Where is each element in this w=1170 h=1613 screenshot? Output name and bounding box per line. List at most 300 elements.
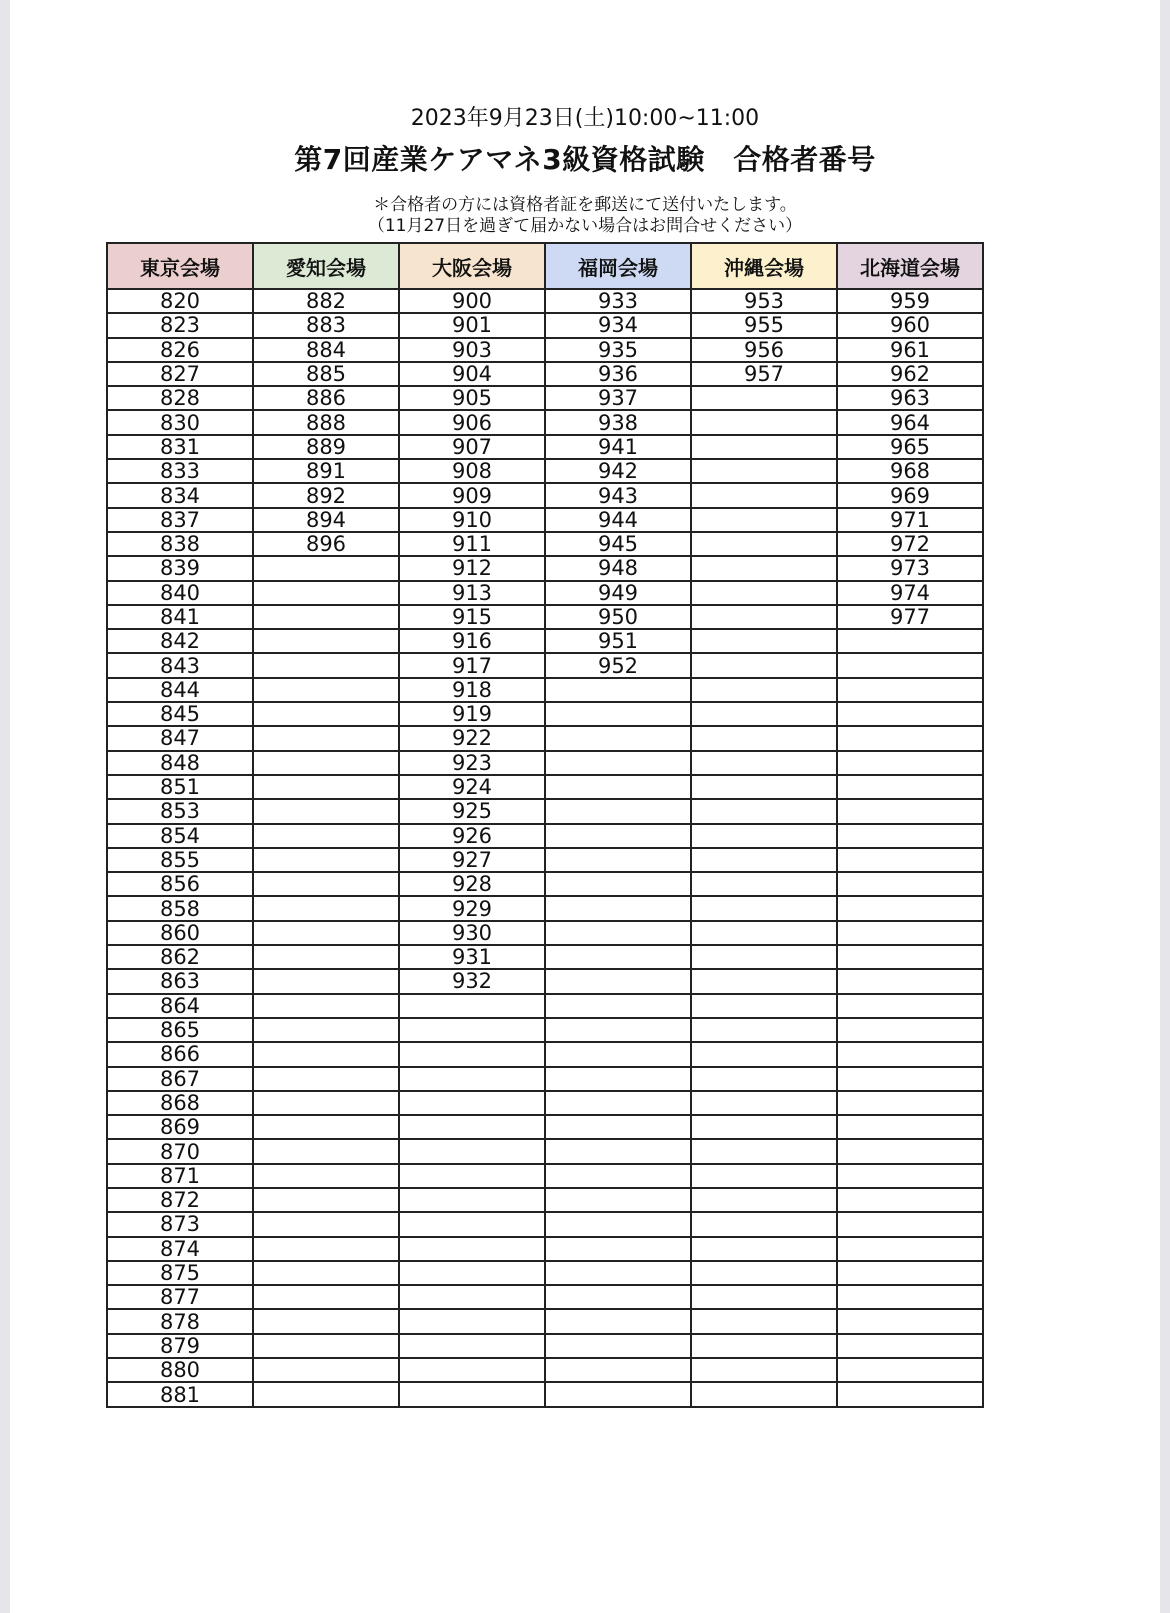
table-cell [399, 1309, 545, 1333]
table-cell: 955 [691, 313, 837, 337]
column-header-aichi: 愛知会場 [253, 243, 399, 289]
table-row [107, 969, 983, 993]
table-cell [545, 1358, 691, 1382]
table-cell [691, 1309, 837, 1333]
table-cell [837, 653, 983, 677]
table-cell: 830 [107, 410, 253, 434]
table-cell: 952 [545, 653, 691, 677]
table-cell [253, 702, 399, 726]
table-cell: 965 [837, 435, 983, 459]
table-cell [837, 1188, 983, 1212]
table-cell [545, 994, 691, 1018]
table-row [107, 459, 983, 483]
table-cell [837, 1139, 983, 1163]
table-cell: 928 [399, 872, 545, 896]
table-cell [253, 1188, 399, 1212]
table-cell: 943 [545, 483, 691, 507]
table-body [107, 289, 983, 1407]
table-cell: 936 [545, 362, 691, 386]
table-cell [545, 945, 691, 969]
table-cell: 854 [107, 824, 253, 848]
column-header-fukuoka: 福岡会場 [545, 243, 691, 289]
table-cell: 826 [107, 338, 253, 362]
table-cell [253, 678, 399, 702]
table-cell: 858 [107, 896, 253, 920]
table-cell [691, 702, 837, 726]
table-cell [399, 994, 545, 1018]
table-cell [691, 459, 837, 483]
table-cell: 929 [399, 896, 545, 920]
table-cell [691, 1358, 837, 1382]
table-cell: 901 [399, 313, 545, 337]
table-cell [253, 751, 399, 775]
table-row [107, 508, 983, 532]
table-cell [837, 1285, 983, 1309]
table-row [107, 1261, 983, 1285]
table-cell [691, 1188, 837, 1212]
table-cell: 884 [253, 338, 399, 362]
table-cell: 974 [837, 581, 983, 605]
table-cell: 917 [399, 653, 545, 677]
page-title: 第7回産業ケアマネ3級資格試験 合格者番号 [294, 143, 876, 176]
table-cell [545, 1164, 691, 1188]
table-cell [837, 1237, 983, 1261]
table-cell [691, 435, 837, 459]
table-cell: 888 [253, 410, 399, 434]
table-cell [253, 1334, 399, 1358]
table-cell: 866 [107, 1042, 253, 1066]
column-header-okinawa: 沖縄会場 [691, 243, 837, 289]
table-cell [545, 1091, 691, 1115]
table-cell: 828 [107, 386, 253, 410]
table-cell [837, 629, 983, 653]
table-cell: 886 [253, 386, 399, 410]
table-cell [253, 1212, 399, 1236]
table-cell: 949 [545, 581, 691, 605]
table-cell [837, 994, 983, 1018]
table-cell: 969 [837, 483, 983, 507]
table-cell [691, 1334, 837, 1358]
table-row [107, 629, 983, 653]
table-cell [691, 726, 837, 750]
table-cell: 868 [107, 1091, 253, 1115]
table-cell [691, 386, 837, 410]
table-row [107, 1042, 983, 1066]
table-cell: 904 [399, 362, 545, 386]
inquiry-note: （11月27日を過ぎて届かない場合はお問合せください） [367, 216, 803, 236]
table-row [107, 386, 983, 410]
table-cell [399, 1237, 545, 1261]
table-cell [691, 1212, 837, 1236]
table-cell [837, 921, 983, 945]
table-row [107, 1309, 983, 1333]
table-row [107, 289, 983, 313]
table-cell [253, 1261, 399, 1285]
table-cell [837, 1042, 983, 1066]
table-cell [399, 1334, 545, 1358]
table-cell [545, 1212, 691, 1236]
table-row [107, 556, 983, 580]
table-cell [837, 1018, 983, 1042]
table-cell: 907 [399, 435, 545, 459]
table-cell [545, 1018, 691, 1042]
table-row [107, 921, 983, 945]
table-cell [837, 945, 983, 969]
table-cell [691, 994, 837, 1018]
table-row [107, 945, 983, 969]
table-cell: 865 [107, 1018, 253, 1042]
table-cell: 912 [399, 556, 545, 580]
table-row [107, 653, 983, 677]
table-cell: 838 [107, 532, 253, 556]
table-cell: 871 [107, 1164, 253, 1188]
table-cell: 837 [107, 508, 253, 532]
table-cell: 823 [107, 313, 253, 337]
table-cell [253, 1042, 399, 1066]
table-cell: 894 [253, 508, 399, 532]
table-row [107, 848, 983, 872]
table-cell: 856 [107, 872, 253, 896]
table-cell: 971 [837, 508, 983, 532]
table-cell [691, 1067, 837, 1091]
table-cell: 953 [691, 289, 837, 313]
table-cell: 839 [107, 556, 253, 580]
table-cell [253, 1091, 399, 1115]
table-cell: 957 [691, 362, 837, 386]
column-header-osaka: 大阪会場 [399, 243, 545, 289]
table-cell: 918 [399, 678, 545, 702]
table-cell: 973 [837, 556, 983, 580]
table-cell: 896 [253, 532, 399, 556]
table-row [107, 362, 983, 386]
table-cell: 926 [399, 824, 545, 848]
table-cell [253, 994, 399, 1018]
table-cell: 860 [107, 921, 253, 945]
table-cell [837, 848, 983, 872]
table-cell [691, 678, 837, 702]
table-cell [545, 969, 691, 993]
table-cell: 956 [691, 338, 837, 362]
table-cell: 848 [107, 751, 253, 775]
table-cell [253, 848, 399, 872]
table-cell [545, 1139, 691, 1163]
table-cell: 863 [107, 969, 253, 993]
table-cell [837, 1309, 983, 1333]
table-cell: 851 [107, 775, 253, 799]
table-cell [691, 751, 837, 775]
table-cell [691, 532, 837, 556]
table-cell [399, 1042, 545, 1066]
table-cell: 935 [545, 338, 691, 362]
table-cell [399, 1358, 545, 1382]
table-cell [253, 1164, 399, 1188]
table-cell [253, 1237, 399, 1261]
table-cell [691, 1115, 837, 1139]
document-page [10, 0, 1160, 1613]
table-cell [545, 896, 691, 920]
table-row [107, 1115, 983, 1139]
table-cell [691, 1164, 837, 1188]
table-row [107, 1382, 983, 1406]
table-cell [399, 1091, 545, 1115]
table-cell: 883 [253, 313, 399, 337]
table-cell: 960 [837, 313, 983, 337]
table-cell: 820 [107, 289, 253, 313]
table-cell: 942 [545, 459, 691, 483]
table-cell [545, 1042, 691, 1066]
table-cell [545, 1067, 691, 1091]
table-cell [545, 1261, 691, 1285]
table-cell [545, 848, 691, 872]
table-row [107, 896, 983, 920]
table-cell: 963 [837, 386, 983, 410]
table-row [107, 702, 983, 726]
table-cell: 891 [253, 459, 399, 483]
table-header-row [107, 243, 983, 289]
table-cell: 880 [107, 1358, 253, 1382]
table-cell [691, 653, 837, 677]
table-cell [399, 1382, 545, 1406]
table-cell [253, 1285, 399, 1309]
table-cell [837, 824, 983, 848]
table-row [107, 1212, 983, 1236]
table-cell [837, 1164, 983, 1188]
table-cell [837, 1115, 983, 1139]
table-cell [691, 945, 837, 969]
table-row [107, 1139, 983, 1163]
table-row [107, 1285, 983, 1309]
table-cell: 874 [107, 1237, 253, 1261]
table-cell [253, 1139, 399, 1163]
table-cell: 937 [545, 386, 691, 410]
table-cell [691, 483, 837, 507]
table-cell: 875 [107, 1261, 253, 1285]
table-row [107, 799, 983, 823]
table-cell: 916 [399, 629, 545, 653]
table-cell [837, 751, 983, 775]
table-cell [691, 872, 837, 896]
table-cell [253, 726, 399, 750]
table-cell [691, 1139, 837, 1163]
table-cell: 919 [399, 702, 545, 726]
table-row [107, 1358, 983, 1382]
table-cell: 872 [107, 1188, 253, 1212]
table-cell [545, 1382, 691, 1406]
table-cell [545, 921, 691, 945]
table-cell: 964 [837, 410, 983, 434]
table-cell: 930 [399, 921, 545, 945]
table-cell [837, 726, 983, 750]
table-cell: 881 [107, 1382, 253, 1406]
table-cell [253, 1382, 399, 1406]
table-cell [399, 1188, 545, 1212]
table-cell [545, 1285, 691, 1309]
table-cell [545, 1309, 691, 1333]
table-cell: 834 [107, 483, 253, 507]
table-row [107, 435, 983, 459]
table-cell: 892 [253, 483, 399, 507]
table-cell [837, 1261, 983, 1285]
table-cell: 927 [399, 848, 545, 872]
passer-number-table [106, 242, 984, 1408]
table-cell [253, 1115, 399, 1139]
table-cell [691, 605, 837, 629]
table-cell: 882 [253, 289, 399, 313]
table-cell [837, 1067, 983, 1091]
table-cell [399, 1212, 545, 1236]
table-cell [399, 1115, 545, 1139]
table-row [107, 678, 983, 702]
table-row [107, 1091, 983, 1115]
table-cell [253, 653, 399, 677]
exam-date: 2023年9月23日(土)10:00~11:00 [410, 106, 760, 131]
table-cell: 933 [545, 289, 691, 313]
table-row [107, 313, 983, 337]
table-cell: 923 [399, 751, 545, 775]
table-cell [691, 1382, 837, 1406]
table-cell [545, 799, 691, 823]
table-row [107, 824, 983, 848]
table-cell: 922 [399, 726, 545, 750]
table-cell: 941 [545, 435, 691, 459]
table-cell [253, 1067, 399, 1091]
table-cell [253, 872, 399, 896]
table-cell [837, 969, 983, 993]
table-cell: 977 [837, 605, 983, 629]
table-row [107, 410, 983, 434]
table-row [107, 605, 983, 629]
table-cell [545, 1188, 691, 1212]
table-row [107, 1164, 983, 1188]
table-cell: 915 [399, 605, 545, 629]
table-cell [253, 824, 399, 848]
table-cell: 831 [107, 435, 253, 459]
table-cell: 910 [399, 508, 545, 532]
table-cell [691, 629, 837, 653]
table-cell: 853 [107, 799, 253, 823]
table-cell: 931 [399, 945, 545, 969]
table-cell [691, 581, 837, 605]
table-cell: 845 [107, 702, 253, 726]
table-cell: 948 [545, 556, 691, 580]
table-cell: 944 [545, 508, 691, 532]
table-cell: 840 [107, 581, 253, 605]
table-cell: 906 [399, 410, 545, 434]
table-cell [253, 1309, 399, 1333]
table-cell: 877 [107, 1285, 253, 1309]
table-cell: 924 [399, 775, 545, 799]
table-cell [545, 751, 691, 775]
table-cell [545, 702, 691, 726]
table-cell [253, 1018, 399, 1042]
table-row [107, 751, 983, 775]
table-cell [545, 872, 691, 896]
table-cell [691, 1237, 837, 1261]
table-row [107, 872, 983, 896]
table-cell [691, 969, 837, 993]
table-cell [253, 896, 399, 920]
table-cell [253, 799, 399, 823]
table-cell: 885 [253, 362, 399, 386]
table-row [107, 1067, 983, 1091]
table-cell [545, 1115, 691, 1139]
table-cell: 900 [399, 289, 545, 313]
table-cell: 843 [107, 653, 253, 677]
table-cell: 972 [837, 532, 983, 556]
table-cell [253, 1358, 399, 1382]
table-cell: 925 [399, 799, 545, 823]
column-header-hokkaido: 北海道会場 [837, 243, 983, 289]
table-cell [837, 775, 983, 799]
table-cell [691, 799, 837, 823]
table-row [107, 532, 983, 556]
table-cell [691, 775, 837, 799]
table-cell: 870 [107, 1139, 253, 1163]
table-cell [691, 921, 837, 945]
table-cell [691, 1042, 837, 1066]
table-cell: 909 [399, 483, 545, 507]
table-cell: 873 [107, 1212, 253, 1236]
table-cell [837, 1212, 983, 1236]
table-cell: 913 [399, 581, 545, 605]
table-cell [691, 1018, 837, 1042]
table-cell: 869 [107, 1115, 253, 1139]
table-row [107, 581, 983, 605]
table-cell: 864 [107, 994, 253, 1018]
table-cell [691, 1285, 837, 1309]
table-cell [545, 726, 691, 750]
table-row [107, 1237, 983, 1261]
table-cell [837, 678, 983, 702]
table-cell: 878 [107, 1309, 253, 1333]
table-cell [253, 921, 399, 945]
table-cell [691, 848, 837, 872]
table-cell [691, 1261, 837, 1285]
table-cell: 833 [107, 459, 253, 483]
table-cell [545, 775, 691, 799]
table-row [107, 1334, 983, 1358]
table-cell [253, 969, 399, 993]
table-cell: 945 [545, 532, 691, 556]
table-row [107, 726, 983, 750]
table-cell: 951 [545, 629, 691, 653]
table-cell [253, 581, 399, 605]
table-cell: 932 [399, 969, 545, 993]
table-cell: 847 [107, 726, 253, 750]
table-cell: 938 [545, 410, 691, 434]
table-cell [691, 1091, 837, 1115]
table-row [107, 1018, 983, 1042]
table-cell [253, 945, 399, 969]
table-cell: 968 [837, 459, 983, 483]
table-cell: 842 [107, 629, 253, 653]
table-row [107, 775, 983, 799]
table-cell [837, 896, 983, 920]
table-cell: 962 [837, 362, 983, 386]
table-cell: 903 [399, 338, 545, 362]
table-cell [837, 702, 983, 726]
table-cell [399, 1067, 545, 1091]
table-cell [399, 1018, 545, 1042]
table-cell [545, 1237, 691, 1261]
table-cell [837, 1358, 983, 1382]
table-row [107, 483, 983, 507]
table-cell [545, 1334, 691, 1358]
table-cell [691, 556, 837, 580]
table-cell [837, 1091, 983, 1115]
table-row [107, 1188, 983, 1212]
table-cell: 867 [107, 1067, 253, 1091]
